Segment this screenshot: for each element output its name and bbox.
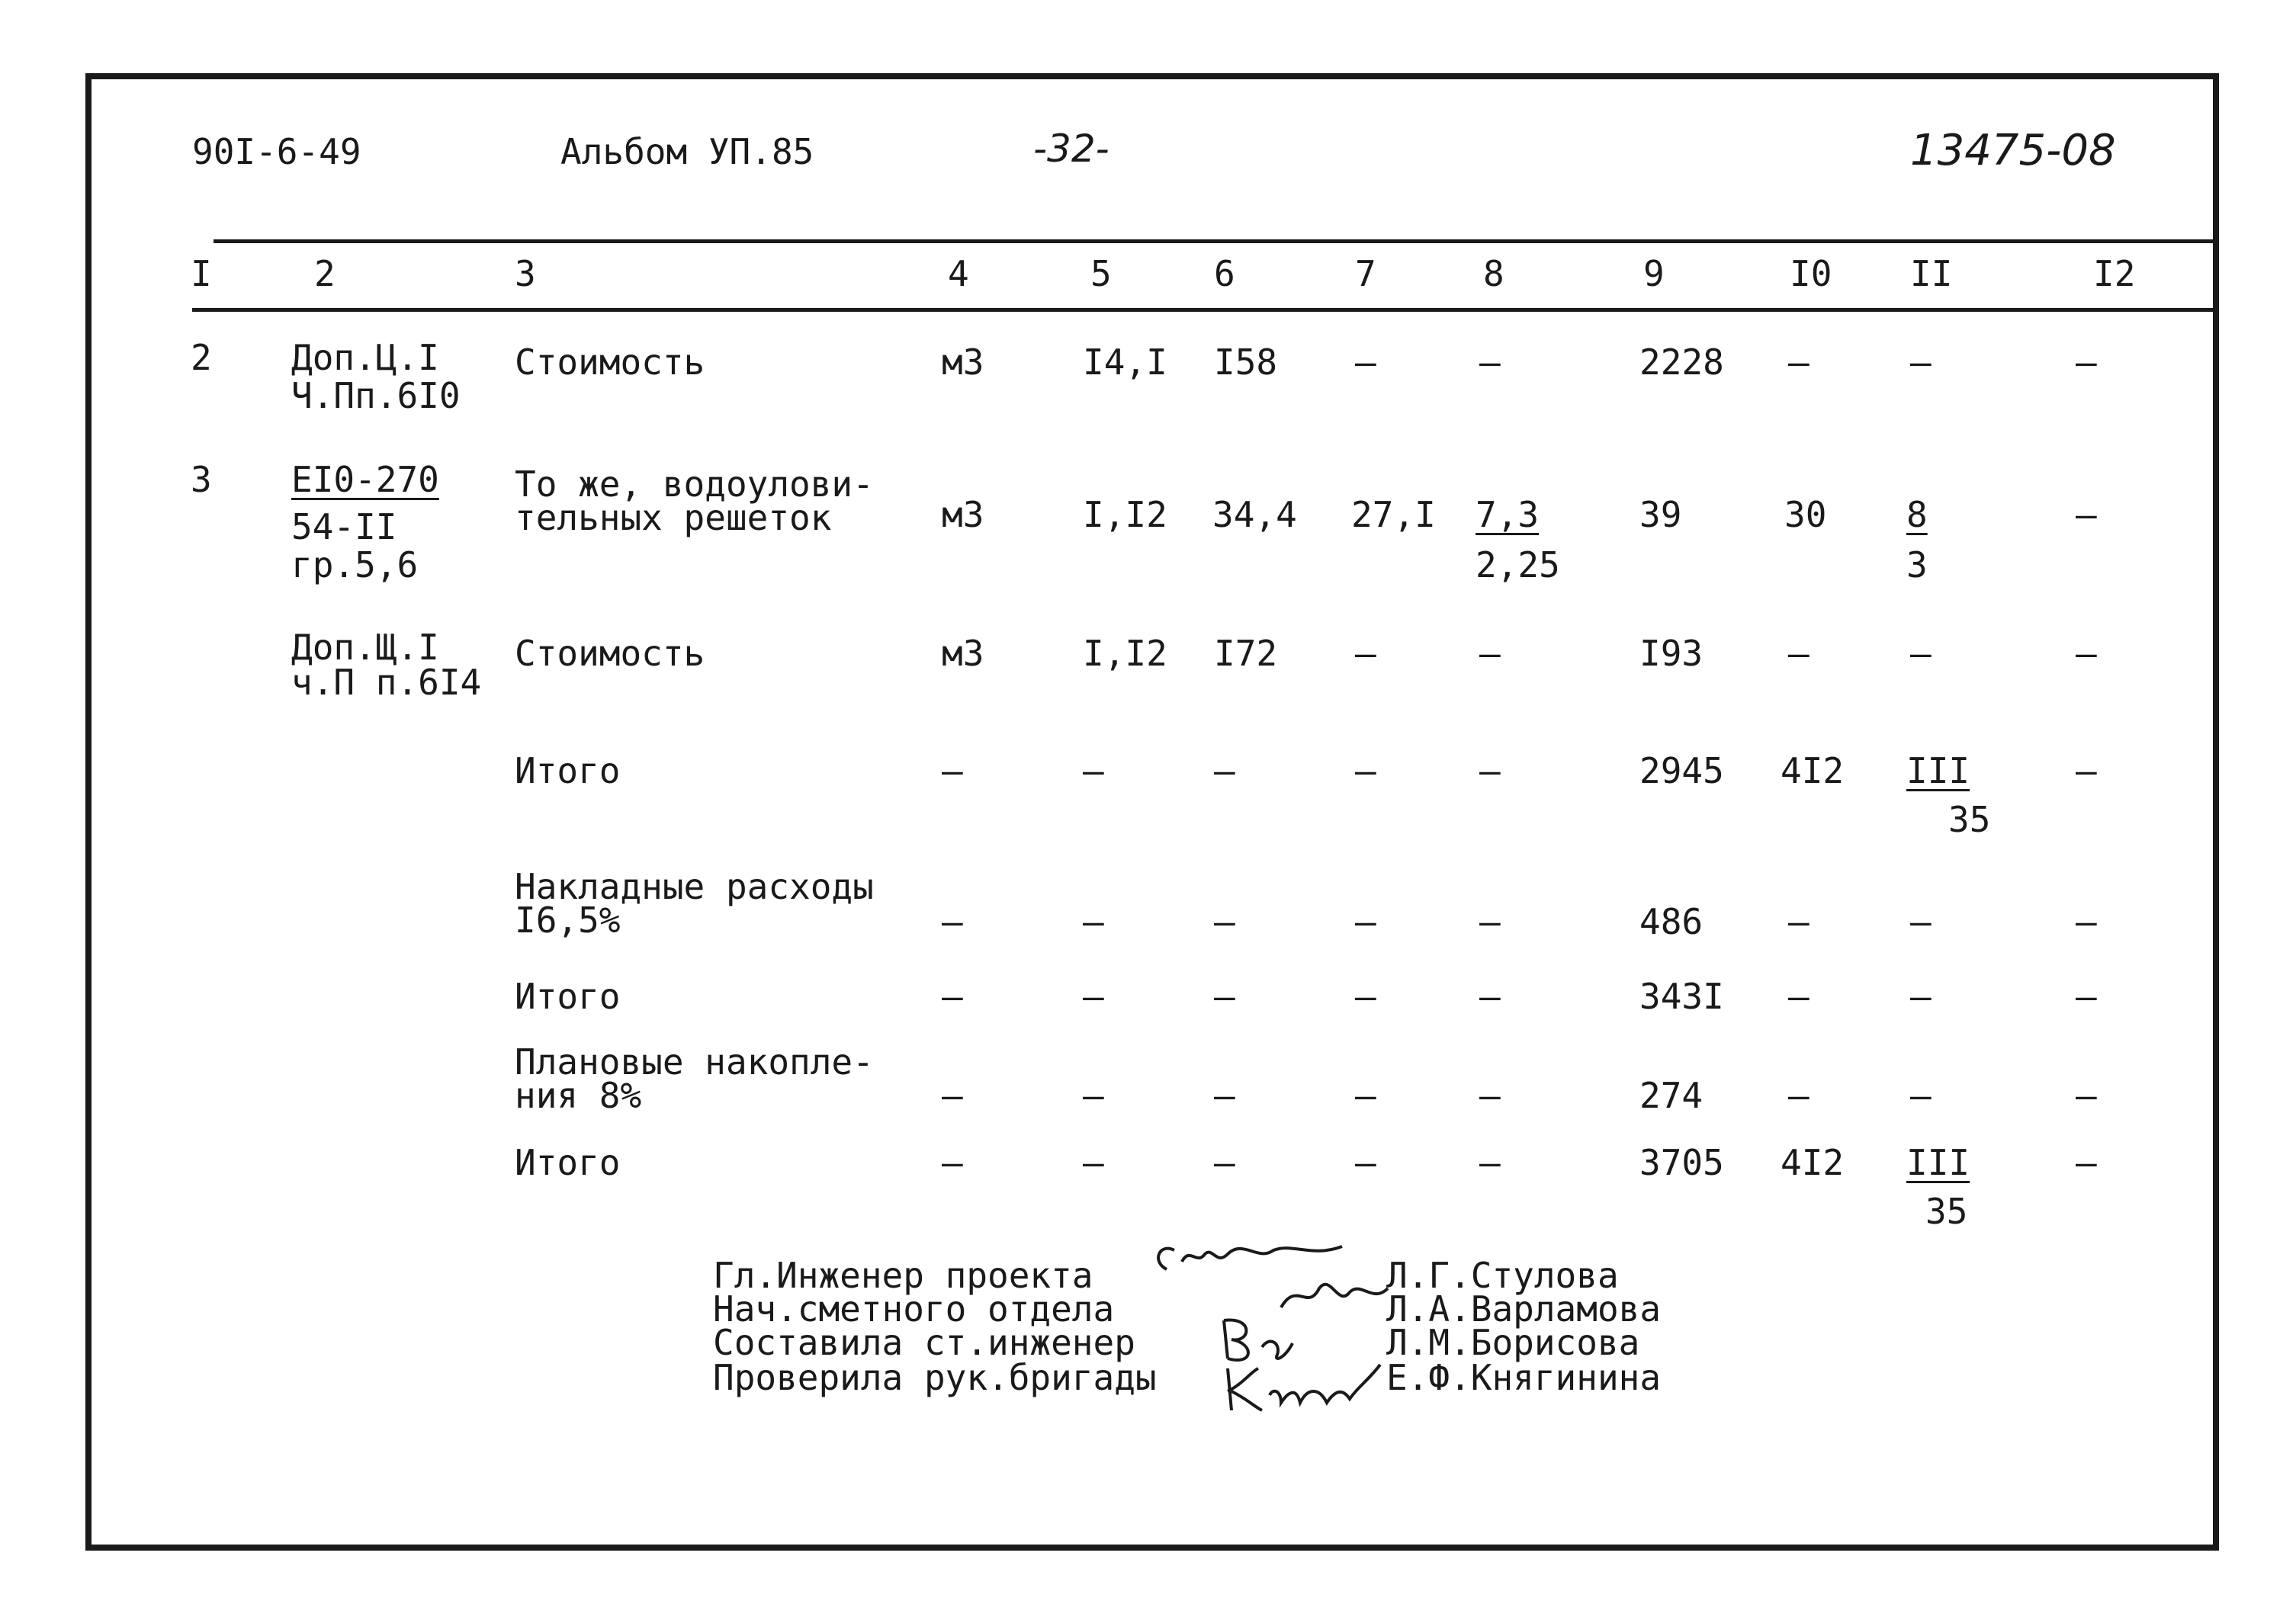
cell: 35 [1925,1191,1968,1232]
cell: – [1355,901,1376,942]
cell: I72 [1214,633,1278,674]
unit: – [942,901,963,942]
cell: III [1906,1142,1970,1183]
cell: 30 [1784,494,1827,535]
reference: ч.П п.6I4 [291,662,482,703]
cell: I4,I [1083,342,1167,383]
cell: – [1083,750,1104,791]
cell: I58 [1214,342,1278,383]
cell: – [1214,976,1235,1017]
signature-role: Нач.сметного отдела [713,1288,1115,1330]
cell: – [1479,1142,1501,1183]
cell: – [2076,633,2097,674]
header-rule-top [214,239,2219,243]
reference: 54-II [291,506,397,547]
unit: – [942,976,963,1017]
cell: – [1479,633,1501,674]
cell: I93 [1639,633,1704,674]
cell: – [2076,494,2097,535]
cell: – [1083,1075,1104,1116]
cell: – [1214,901,1235,942]
cell: – [2076,342,2097,383]
col-head-6: 6 [1214,253,1235,294]
reference: Доп.Щ.I [291,627,439,668]
reference: Ч.Пп.6I0 [291,375,461,416]
item-name: Плановые накопле- [515,1041,874,1083]
cell: – [1788,342,1810,383]
cell: 35 [1948,799,1991,840]
cell: 3 [1906,544,1928,585]
cell: – [1355,1142,1376,1183]
unit: – [942,1142,963,1183]
cell: – [2076,750,2097,791]
col-head-12: I2 [2093,253,2136,294]
col-head-7: 7 [1355,253,1376,294]
signature-name: Л.М.Борисова [1386,1322,1640,1363]
item-name: I6,5% [515,900,621,941]
signature-role: Составила ст.инженер [713,1322,1135,1363]
cell: – [1355,750,1376,791]
signature-name: Е.Ф.Княгинина [1386,1357,1662,1398]
cell: 27,I [1351,494,1436,535]
reference: гр.5,6 [291,544,419,585]
cell: – [1788,1075,1810,1116]
cell: – [1479,342,1501,383]
doc-code: 90I-6-49 [192,131,361,172]
cell: I,I2 [1083,494,1167,535]
cell: – [1479,976,1501,1017]
cell: 2228 [1639,342,1724,383]
cell: – [2076,1075,2097,1116]
cell: – [1788,901,1810,942]
unit: – [942,1075,963,1116]
signature-name: Л.А.Варламова [1386,1288,1662,1330]
unit: м3 [942,633,984,674]
item-name: Итого [515,976,621,1017]
cell: – [1083,901,1104,942]
cell: 274 [1639,1075,1704,1116]
signature-name: Л.Г.Стулова [1386,1255,1619,1296]
col-head-10: I0 [1790,253,1832,294]
cell: – [1910,1075,1932,1116]
item-name: тельных решеток [515,497,832,538]
cell: – [1479,901,1501,942]
item-name: То же, водоулови- [515,464,874,505]
handwritten-signature-4 [1220,1357,1395,1421]
cell: 4I2 [1781,1142,1845,1183]
col-head-5: 5 [1090,253,1112,294]
cell: – [2076,901,2097,942]
cell: – [1214,1142,1235,1183]
cell: – [1910,633,1932,674]
col-head-11: II [1910,253,1953,294]
cell: 34,4 [1212,494,1297,535]
cell: – [1479,750,1501,791]
col-head-3: 3 [515,253,536,294]
cell: – [1083,1142,1104,1183]
col-head-4: 4 [948,253,969,294]
cell: – [2076,976,2097,1017]
cell: – [1083,976,1104,1017]
page-frame [85,73,2219,1551]
registration-number: 13475-08 [1910,126,2116,175]
cell: – [1788,633,1810,674]
cell: 343I [1639,976,1724,1017]
cell: – [1355,633,1376,674]
unit: м3 [942,342,984,383]
page-number: -32- [1033,127,1109,171]
item-name: Итого [515,1142,621,1183]
reference: EI0-270 [291,459,439,500]
col-head-1: I [191,253,212,294]
row-number: 2 [191,337,212,378]
signature-role: Гл.Инженер проекта [713,1255,1093,1296]
cell: 7,3 [1476,494,1540,535]
cell: 8 [1906,494,1928,535]
cell: – [1355,976,1376,1017]
cell: 486 [1639,901,1704,942]
item-name: Итого [515,750,621,791]
cell: – [2076,1142,2097,1183]
item-name: Стоимость [515,633,705,674]
cell: – [1479,1075,1501,1116]
item-name: Стоимость [515,342,705,383]
cell: – [1788,976,1810,1017]
reference: Доп.Ц.I [291,337,439,378]
cell: I,I2 [1083,633,1167,674]
col-head-9: 9 [1643,253,1665,294]
row-number: 3 [191,459,212,500]
cell: – [1355,1075,1376,1116]
cell: – [1910,976,1932,1017]
cell: – [1214,1075,1235,1116]
col-head-8: 8 [1483,253,1504,294]
unit: м3 [942,494,984,535]
cell: – [1910,342,1932,383]
item-name: ния 8% [515,1075,642,1116]
cell: 4I2 [1781,750,1845,791]
unit: – [942,750,963,791]
cell: – [1910,901,1932,942]
header-rule-bottom [192,308,2219,312]
cell: 2945 [1639,750,1724,791]
col-head-2: 2 [314,253,336,294]
cell: 2,25 [1476,544,1560,585]
signature-role: Проверила рук.бригады [713,1357,1157,1398]
cell: – [1355,342,1376,383]
cell: 39 [1639,494,1682,535]
item-name: Накладные расходы [515,866,874,907]
cell: – [1214,750,1235,791]
cell: 3705 [1639,1142,1724,1183]
album-label: Альбом УП.85 [560,131,814,172]
cell: III [1906,750,1970,791]
